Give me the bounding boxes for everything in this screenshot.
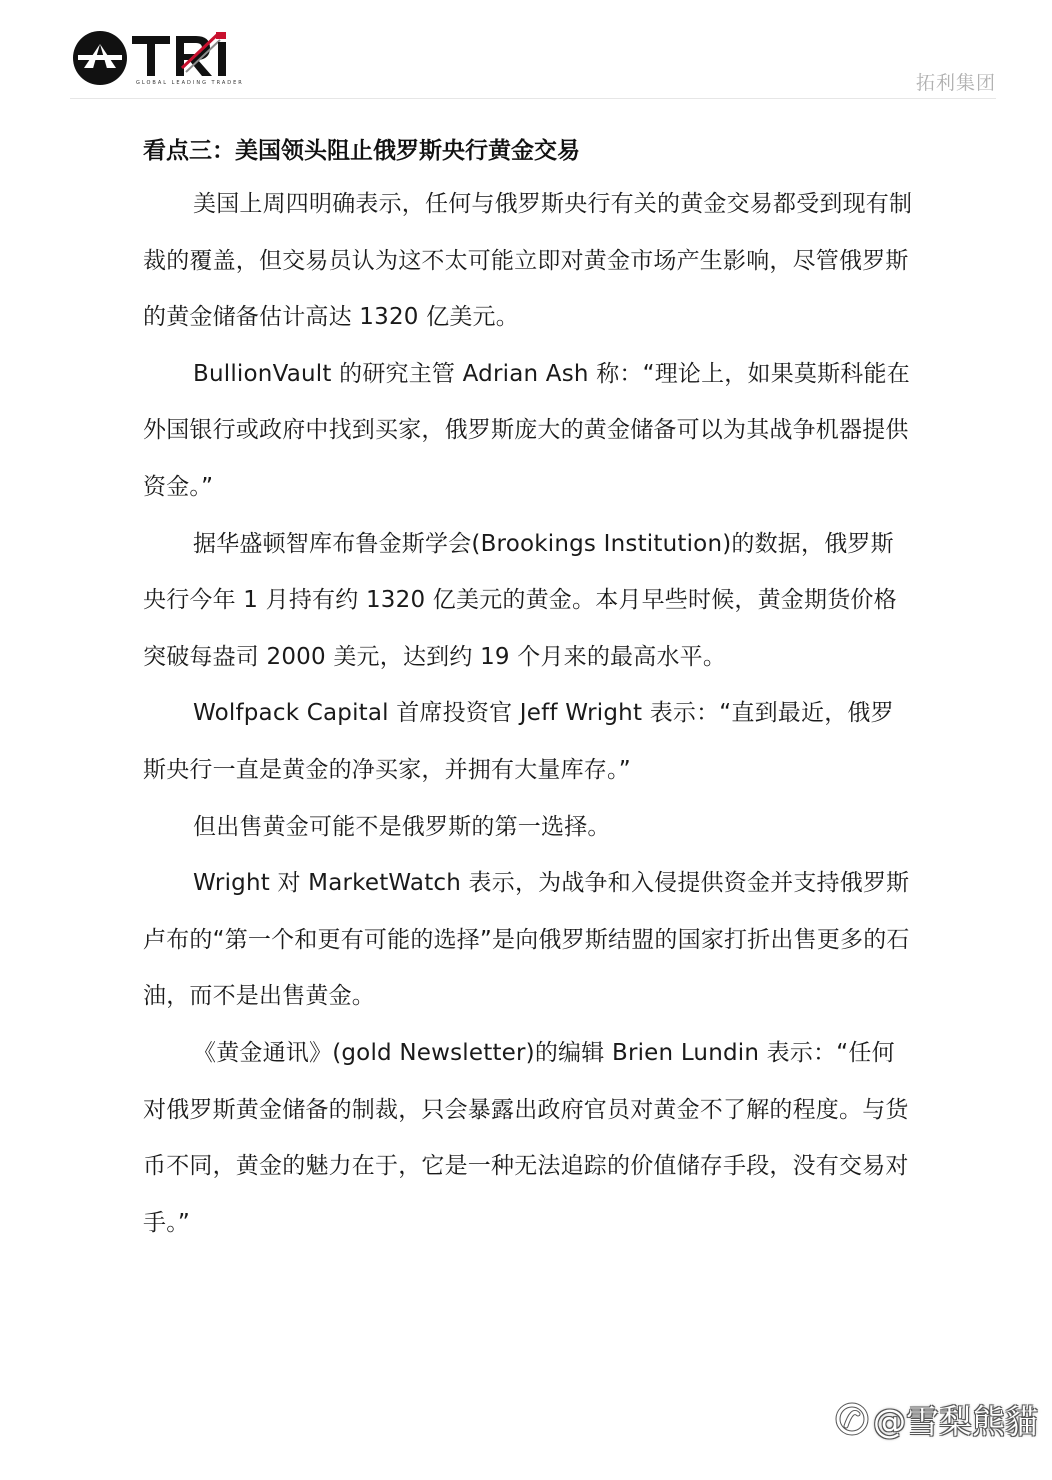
header-divider [70,98,996,99]
article-paragraph: BullionVault 的研究主管 Adrian Ash 称：“理论上，如果莫斯科能在外国银行或政府中找到买家，俄罗斯庞大的黄金储备可以为其战争机器提供资金。” [143,360,910,500]
tri-logo [70,28,244,92]
article-paragraph: 据华盛顿智库布鲁金斯学会(Brookings Institution)的数据，俄罗斯央行今年 1 月持有约 1320 亿美元的黄金。本月早些时候，黄金期货价格突破每盎司 2000 美元，达到约 19 个月来的最高水平。 [143,530,897,670]
article-paragraph: 《黄金通讯》(gold Newsletter)的编辑 Brien Lundin 表示：“任何对俄罗斯黄金储备的制裁，只会暴露出政府官员对黄金不了解的程度。与货币不同，黄金的魅力在于，它是一种无法追踪的价值储存手段，没有交易对手。” [143,1039,909,1236]
watermark [835,1396,1038,1442]
company-name: 拓利集团 [915,72,996,94]
article-paragraph: 但出售黄金可能不是俄罗斯的第一选择。 [193,813,611,840]
article-paragraph: Wright 对 MarketWatch 表示，为战争和入侵提供资金并支持俄罗斯卢布的“第一个和更有可能的选择”是向俄罗斯结盟的国家打折出售更多的石油，而不是出售黄金。 [143,870,910,1010]
snowball-logo-icon [835,1402,869,1436]
watermark-text: @雪梨熊貓 [873,1401,1038,1441]
page-header [70,28,996,100]
tri-logo-mark [70,28,240,88]
article-paragraph: Wolfpack Capital 首席投资官 Jeff Wright 表示：“直到最近，俄罗斯央行一直是黄金的净买家，并拥有大量库存。” [143,700,894,783]
article-body [143,128,913,1251]
section-title: 看点三：美国领头阻止俄罗斯央行黄金交易 [143,138,580,164]
logo-tagline: GLOBAL LEADING TRADER [136,80,244,86]
article-paragraph: 美国上周四明确表示，任何与俄罗斯央行有关的黄金交易都受到现有制裁的覆盖，但交易员认为这不太可能立即对黄金市场产生影响，尽管俄罗斯的黄金储备估计高达 1320 亿美元。 [143,191,913,331]
